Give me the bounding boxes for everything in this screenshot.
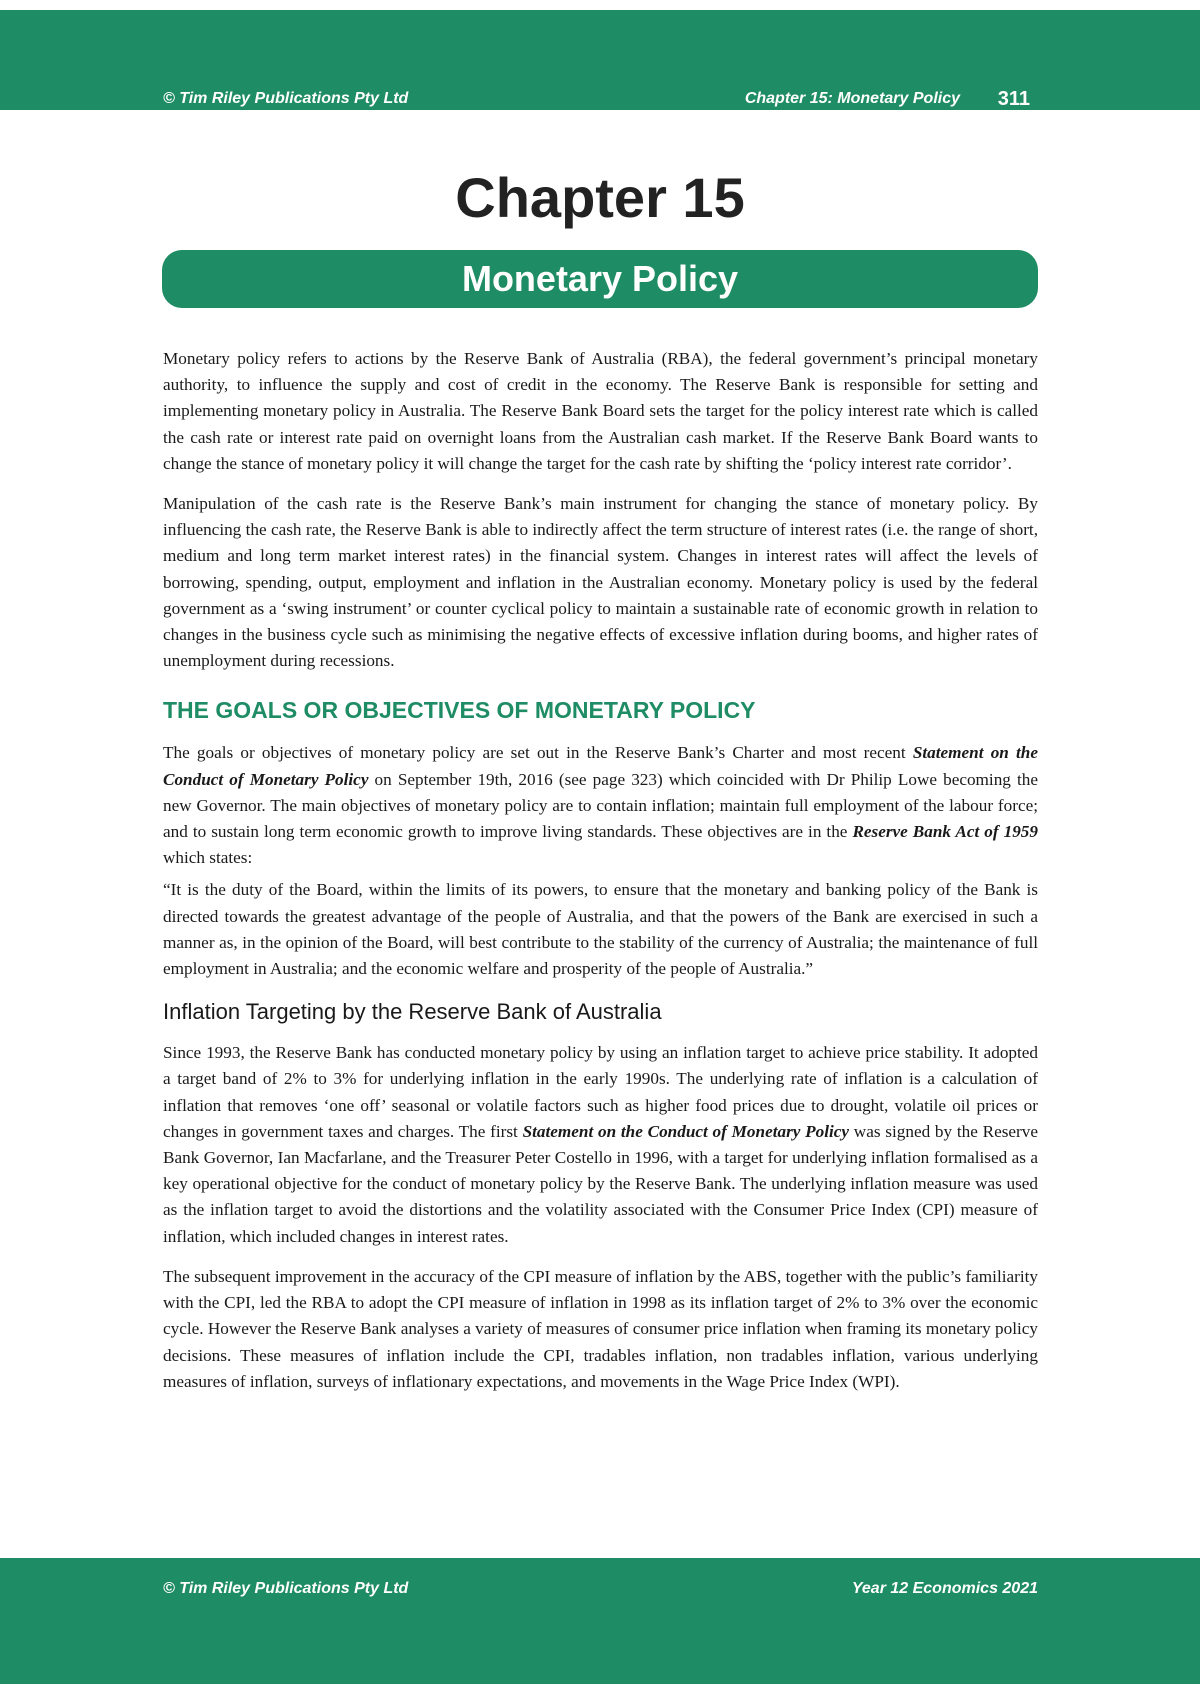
chapter-subtitle: Monetary Policy	[162, 250, 1038, 308]
header-copyright: © Tim Riley Publications Pty Ltd	[163, 90, 409, 107]
heading-goals: THE GOALS OR OBJECTIVES OF MONETARY POLICY	[163, 697, 756, 724]
heading-inflation-targeting: Inflation Targeting by the Reserve Bank of Australia	[163, 999, 662, 1025]
footer-edition: Year 12 Economics 2021	[851, 1580, 1038, 1597]
footer-copyright: © Tim Riley Publications Pty Ltd	[163, 1580, 409, 1597]
paragraph-intro: Monetary policy refers to actions by the Reserve Bank of Australia (RBA), the federal government’s principal monetary authority, to influence the supply and cost of credit in the economy. The Reserve Bank is responsible for setting and implementing monetary policy in Australia. The Reserve Bank Board sets the target for the policy interest rate which is called the cash rate or interest rate paid on overnight loans from the Australian cash market. If the Reserve Bank Board wants to change the stance of monetary policy it will change the target for the cash rate by shifting the ‘policy interest rate corridor’.	[163, 349, 1038, 473]
text-run: Since 1993, the Reserve Bank has conducted monetary policy by using an inflation target to achieve price stability. It adopted a target band of 2% to 3% for underlying inflation in the early 1990s. The underlying rate of inflation is a calculation of inflation that removes ‘one off’ seasonal or volatile factors such as higher food prices due to drought, volatile oil prices or changes in government taxes and charges. The first	[163, 1043, 1038, 1141]
page-number: 311	[997, 88, 1030, 110]
footer-band	[0, 1558, 1200, 1684]
header-band	[0, 10, 1200, 110]
title-statement: Statement on the Conduct of Monetary Policy	[522, 1121, 850, 1141]
quote-reserve-bank-act: “It is the duty of the Board, within the limits of its powers, to ensure that the monetary and banking policy of the Bank is directed towards the greatest advantage of the people of Australia, and that the powers of the Bank are exercised in such a manner as, in the opinion of the Board, will best contribute to the stability of the currency of Australia; the maintenance of full employment in Australia; and the economic welfare and prosperity of the people of Australia.”	[163, 880, 1038, 979]
text-run: The goals or objectives of monetary policy are set out in the Reserve Bank’s Charter and most recent	[163, 743, 913, 763]
text-run: on September 19th, 2016 (see page 323) which coincided with Dr Philip Lowe becoming the new Governor. The main objectives of monetary policy are to contain inflation; maintain full employment of the labour force; and to sustain long term economic growth to improve living standards. These objectives are in the	[163, 769, 1038, 842]
paragraph-cpi-measure: The subsequent improvement in the accuracy of the CPI measure of inflation by the ABS, together with the public’s familiarity with the CPI, led the RBA to adopt the CPI measure of inflation in 1998 as its inflation target of 2% to 3% over the economic cycle. However the Reserve Bank analyses a variety of measures of consumer price inflation when framing its monetary policy decisions. These measures of inflation include the CPI, tradables inflation, non tradables inflation, various underlying measures of inflation, surveys of inflationary expectations, and movements in the Wage Price Index (WPI).	[163, 1266, 1038, 1391]
page-content	[163, 346, 1038, 1409]
paragraph-goals	[163, 740, 1038, 871]
paragraph-cash-rate: Manipulation of the cash rate is the Reserve Bank’s main instrument for changing the stance of monetary policy. By influencing the cash rate, the Reserve Bank is able to indirectly affect the term structure of interest rates (i.e. the range of short, medium and long term market interest rates) in the financial system. Changes in interest rates will affect the levels of borrowing, spending, output, employment and inflation in the Australian economy. Monetary policy is used by the federal government as a ‘swing instrument’ or counter cyclical policy to maintain a sustainable rate of economic growth in relation to changes in the business cycle such as minimising the negative effects of excessive inflation during booms, and higher rates of unemployment during recessions.	[163, 494, 1038, 671]
chapter-title-text: Chapter 15	[455, 166, 745, 229]
text-run: was signed by the Reserve Bank Governor, Ian Macfarlane, and the Treasurer Peter Costello in 1996, with a target for underlying inflation formalised as a key operational objective for the conduct of monetary policy by the Reserve Bank. The underlying inflation measure was used as the inflation target to avoid the distortions and the volatility associated with the Consumer Price Index (CPI) measure of inflation, which included changes in interest rates.	[163, 1121, 1038, 1246]
title-statement: Statement on the Conduct of Monetary Policy	[163, 743, 1038, 789]
text-run: which states:	[163, 848, 253, 868]
paragraph-inflation-targeting	[163, 1040, 1038, 1250]
header-chapter-label: Chapter 15: Monetary Policy	[744, 90, 960, 107]
title-reserve-bank-act: Reserve Bank Act of 1959	[852, 822, 1038, 842]
chapter-title	[0, 166, 1200, 229]
